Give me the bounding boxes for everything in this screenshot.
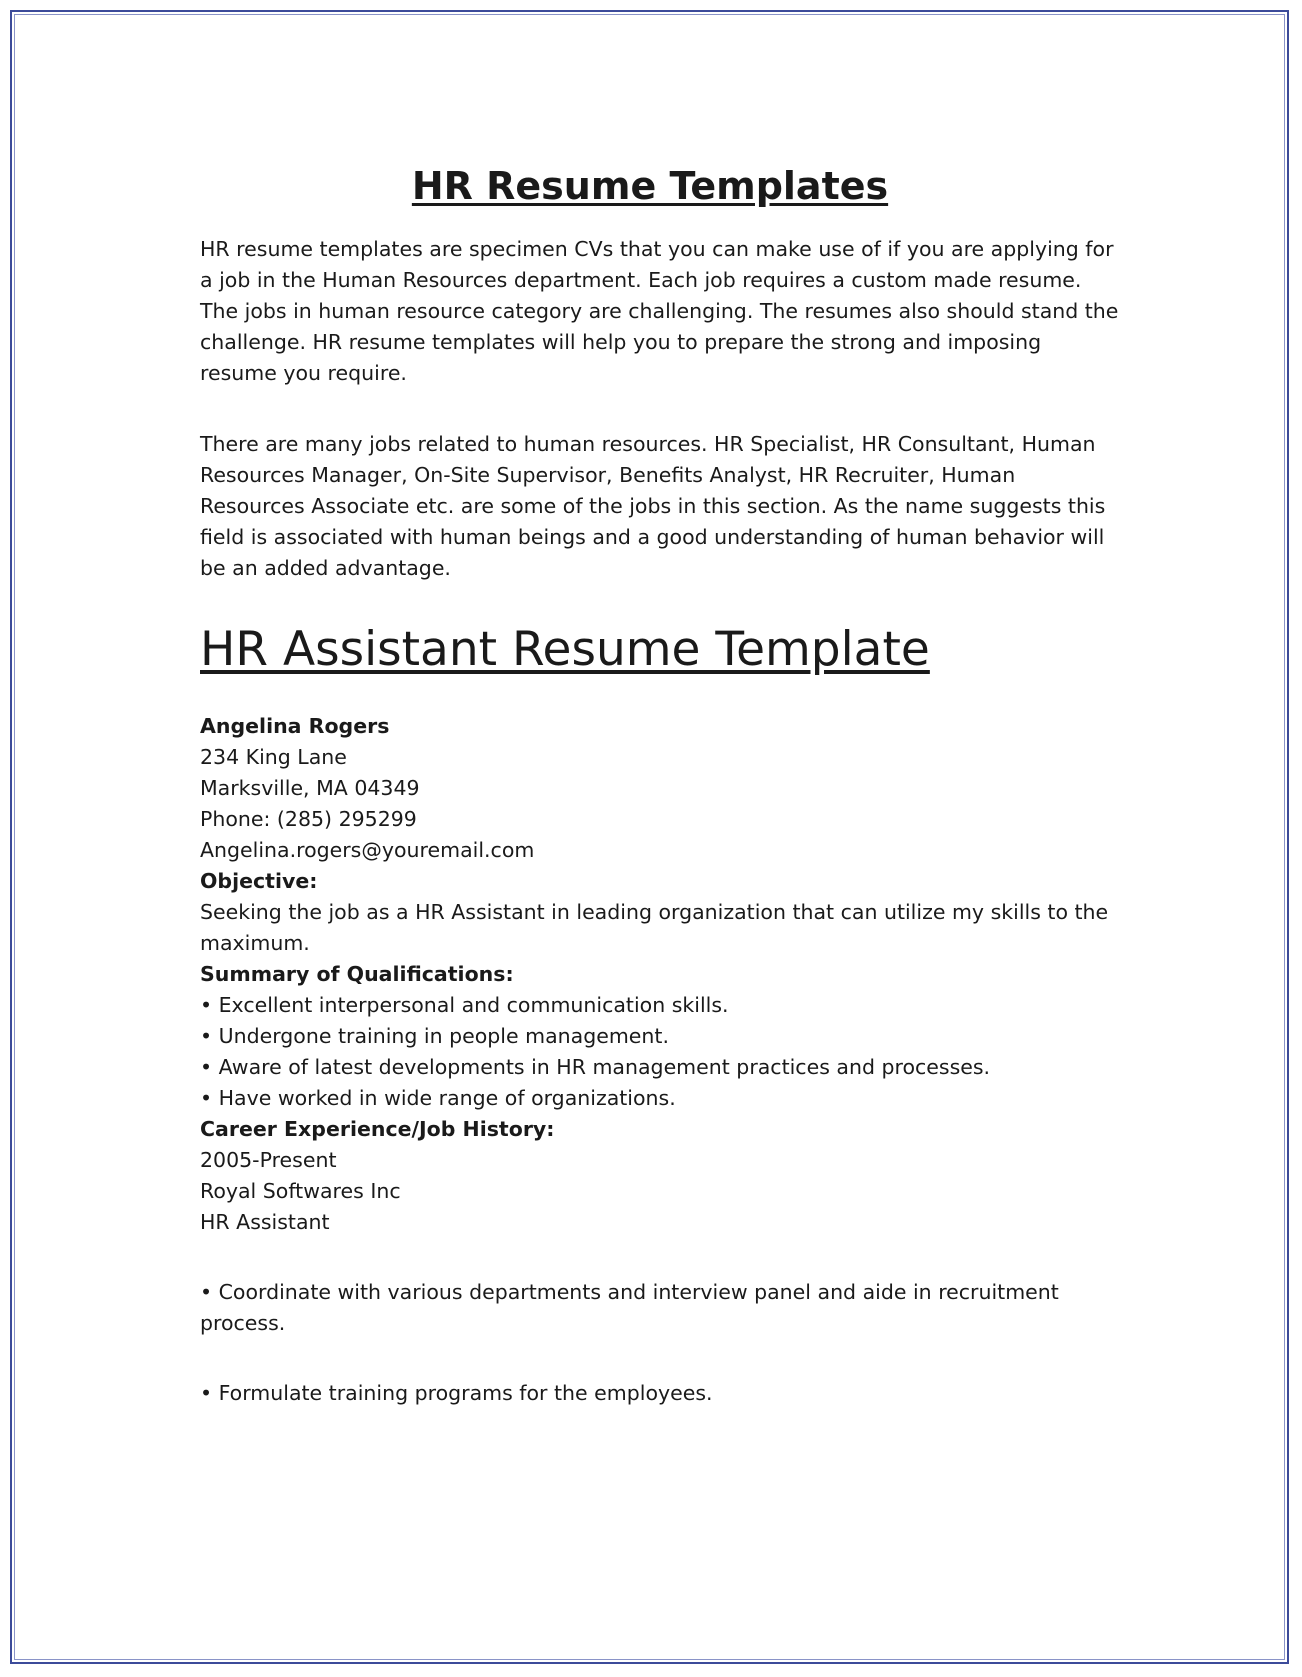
address-line-1: 234 King Lane (200, 745, 347, 769)
document-title: HR Resume Templates (411, 164, 889, 208)
section-title: HR Assistant Resume Template (200, 622, 930, 677)
address-line-2: Marksville, MA 04349 (200, 776, 420, 800)
resume-body (200, 711, 1120, 1409)
qualification-item: • Excellent interpersonal and communication skills. (200, 990, 1120, 1021)
intro-paragraph-2: There are many jobs related to human resources. HR Specialist, HR Consultant, Human Resources Manager, On-Site Supervisor, Benefits Analyst, HR Recruiter, Human Resources Associate etc. are some of the jobs in this section. As the name suggests this field is associated with human beings and a good understanding of human behavior will be an added advantage. (200, 432, 1106, 580)
phone: Phone: (285) 295299 (200, 807, 417, 831)
qualifications-heading: Summary of Qualifications: (200, 962, 514, 986)
job-period: 2005-Present (200, 1148, 337, 1172)
spacer (200, 1339, 1120, 1378)
spacer (200, 1238, 1120, 1277)
job-title: HR Assistant (200, 1210, 330, 1234)
resume-name: Angelina Rogers (200, 714, 390, 738)
job-company: Royal Softwares Inc (200, 1179, 401, 1203)
objective-heading: Objective: (200, 869, 318, 893)
email: Angelina.rogers@youremail.com (200, 838, 535, 862)
objective-text: Seeking the job as a HR Assistant in leading organization that can utilize my skills to the maximum. (200, 900, 1109, 955)
duty-item: • Coordinate with various departments and interview panel and aide in recruitment process. (200, 1277, 1120, 1339)
qualification-item: • Have worked in wide range of organizations. (200, 1083, 1120, 1114)
qualification-item: • Undergone training in people management. (200, 1021, 1120, 1052)
duty-item: • Formulate training programs for the employees. (200, 1378, 1120, 1409)
qualification-item: • Aware of latest developments in HR management practices and processes. (200, 1052, 1120, 1083)
career-heading: Career Experience/Job History: (200, 1117, 555, 1141)
intro-paragraph-1: HR resume templates are specimen CVs that you can make use of if you are applying for a job in the Human Resources department. Each job requires a custom made resume. The jobs in human resource category are challenging. The resumes also should stand the challenge. HR resume templates will help you to prepare the strong and imposing resume you require. (200, 237, 1119, 385)
